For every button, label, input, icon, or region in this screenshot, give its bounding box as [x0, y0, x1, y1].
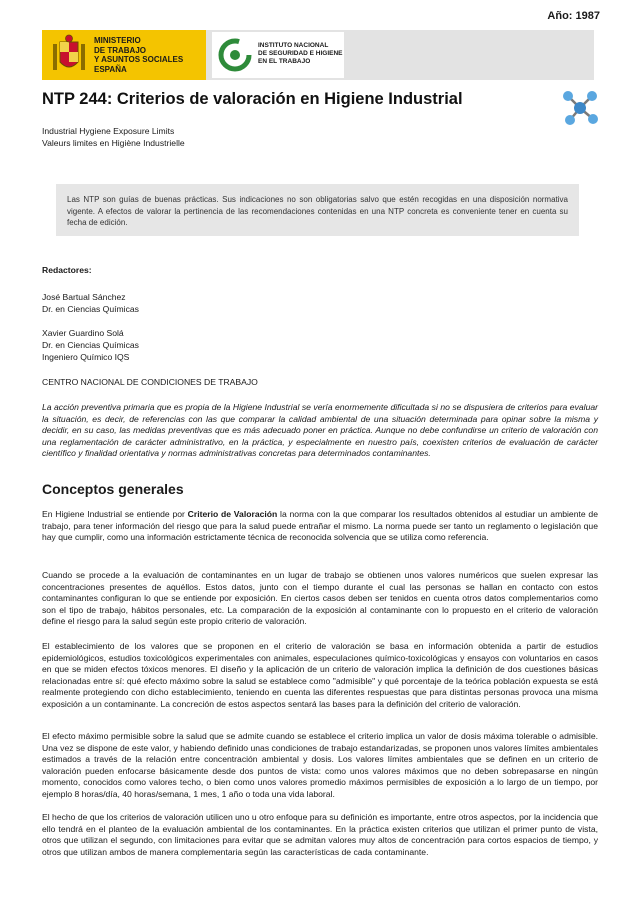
paragraph-text: En Higiene Industrial se entiende por	[42, 509, 188, 519]
subtitle-french: Valeurs limites en Higiène Industrielle	[42, 138, 185, 148]
intro-paragraph: La acción preventiva primaria que es propia de la Higiene Industrial se vería enormemente dificultada si no se dispusiera de criterios para evaluar la situación, es decir, de referencias con las que comparar la calidad ambiental de una situación determinada para opinar sobre la misma y decidir, en su caso, las medidas preventivas que es más adecuado poner en práctica. Aunque no debe confundirse un criterio de valoración con una reglamentación de carácter administrativo, en la práctica, y especialmente en nuestro país, coexisten criterios de evaluación de carácter científico y finalidad orientativa y normas administrativas concretas para determinados contaminantes.	[42, 402, 598, 459]
subtitle-english: Industrial Hygiene Exposure Limits	[42, 126, 175, 136]
insht-logo-icon	[218, 38, 252, 72]
paragraph: Cuando se procede a la evaluación de contaminantes en un lugar de trabajo se obtienen unos valores numéricos que suelen expresar las concentraciones presentes de aquéllos. Estos datos, junto con el tiempo durante el cual las personas se hallan en contacto con estos contaminantes configuran lo que se entiende por exposición. En ciertos casos deben ser tenidos en cuenta otros datos complementarios como son el tipo de trabajo, hábitos personales, etc. La comparación de la exposición al contaminante con lo propuesto en el criterio de valoración define el riesgo para la salud según este propio criterio de valoración.	[42, 570, 598, 627]
insht-name: INSTITUTO NACIONAL DE SEGURIDAD E HIGIENE EN EL TRABAJO	[258, 42, 343, 65]
notice-box: Las NTP son guías de buenas prácticas. Sus indicaciones no son obligatorias salvo que estén recogidas en una disposición normativa vigente. A efectos de valorar la pertinencia de las recomendaciones contenidas en una NTP concreta es conveniente tener en cuenta su fecha de edición.	[56, 184, 579, 236]
author-role: Dr. en Ciencias Químicas	[42, 304, 139, 314]
author-name: Xavier Guardino Solá	[42, 328, 124, 338]
molecule-icon	[560, 88, 600, 128]
redactores-label: Redactores:	[42, 265, 92, 275]
section-heading: Conceptos generales	[42, 481, 184, 497]
author-role: Ingeniero Químico IQS	[42, 352, 130, 362]
page-title: NTP 244: Criterios de valoración en Higiene Industrial	[42, 90, 463, 108]
coat-of-arms-icon	[50, 34, 88, 76]
ministerio-name: MINISTERIO DE TRABAJO Y ASUNTOS SOCIALES ESPAÑA	[94, 36, 184, 74]
paragraph	[42, 509, 598, 544]
paragraph: El efecto máximo permisible sobre la salud que se admite cuando se establece el criterio implica un valor de dosis máxima tolerable o admisible. Una vez se dispone de este valor, y habiendo definido unas condiciones de trabajo estandarizadas, se proponen unos valores límites ambientales estimados a través de la relación entre concentración ambiental y dosis. Los valores límites ambientales que se definen en un criterio de valoración pueden enfocarse básicamente desde dos puntos de vista: como unos valores máximos que no deben sobrepasarse en ningún momento, conocidos como valores techo, o bien como unos valores promedio máximos permisibles de exposición a lo largo de un tiempo, por ejemplo 8 horas/día, 40 horas/semana, 1 mes, 1 año o toda una vida laboral.	[42, 731, 598, 799]
center-name: CENTRO NACIONAL DE CONDICIONES DE TRABAJO	[42, 377, 258, 387]
insht-logo	[212, 32, 344, 78]
paragraph-text: la norma con la que comparar los resultados obtenidos al estudiar un ambiente de trabajo, para tener información del riesgo que para la salud puede entrañar el mismo. La norma puede ser tanto un reglamento o legislación que hay que cumplir, como una información estrictamente técnica de reconocida solvencia que se utiliza como referencia.	[42, 509, 598, 543]
ministerio-logo	[42, 30, 206, 80]
author-name: José Bartual Sánchez	[42, 292, 126, 302]
year-label: Año: 1987	[547, 10, 600, 22]
term-criterio: Criterio de Valoración	[187, 509, 278, 519]
paragraph: El hecho de que los criterios de valoración utilicen uno u otro enfoque para su definición es importante, entre otros aspectos, por la incidencia que ello tendrá en el planteo de la evaluación ambiental de los contaminantes. En la práctica existen criterios que utilizan el primer punto de vista, otros que utilizan el segundo, con limitaciones para evitar que se admitan valores muy altos de concentración para cortos espacios de tiempo, y otros que utilizan ambos de manera complementaria según las características de cada contaminante.	[42, 812, 598, 857]
author-role: Dr. en Ciencias Químicas	[42, 340, 139, 350]
paragraph: El establecimiento de los valores que se proponen en el criterio de valoración se basa en información obtenida a partir de estudios epidemiológicos, estudios toxicológicos experimentales con animales, especulaciones químico-toxicológicas y ensayos con voluntarios en casos en que se miden efectos tóxicos menores. El diseño y la aplicación de un criterio de valoración implica la definición de dos cuestiones básicas relacionadas entre sí: qué efecto máximo sobre la salud se establece como "admisible" y qué porcentaje de la teórica población expuesta se está realmente protegiendo con dicho establecimiento, teniendo en cuenta las diferentes respuestas que para distintas personas provoca una misma exposición a un contaminante. La concreción de estos aspectos sentará las bases para la definición del criterio de valoración.	[42, 641, 598, 709]
